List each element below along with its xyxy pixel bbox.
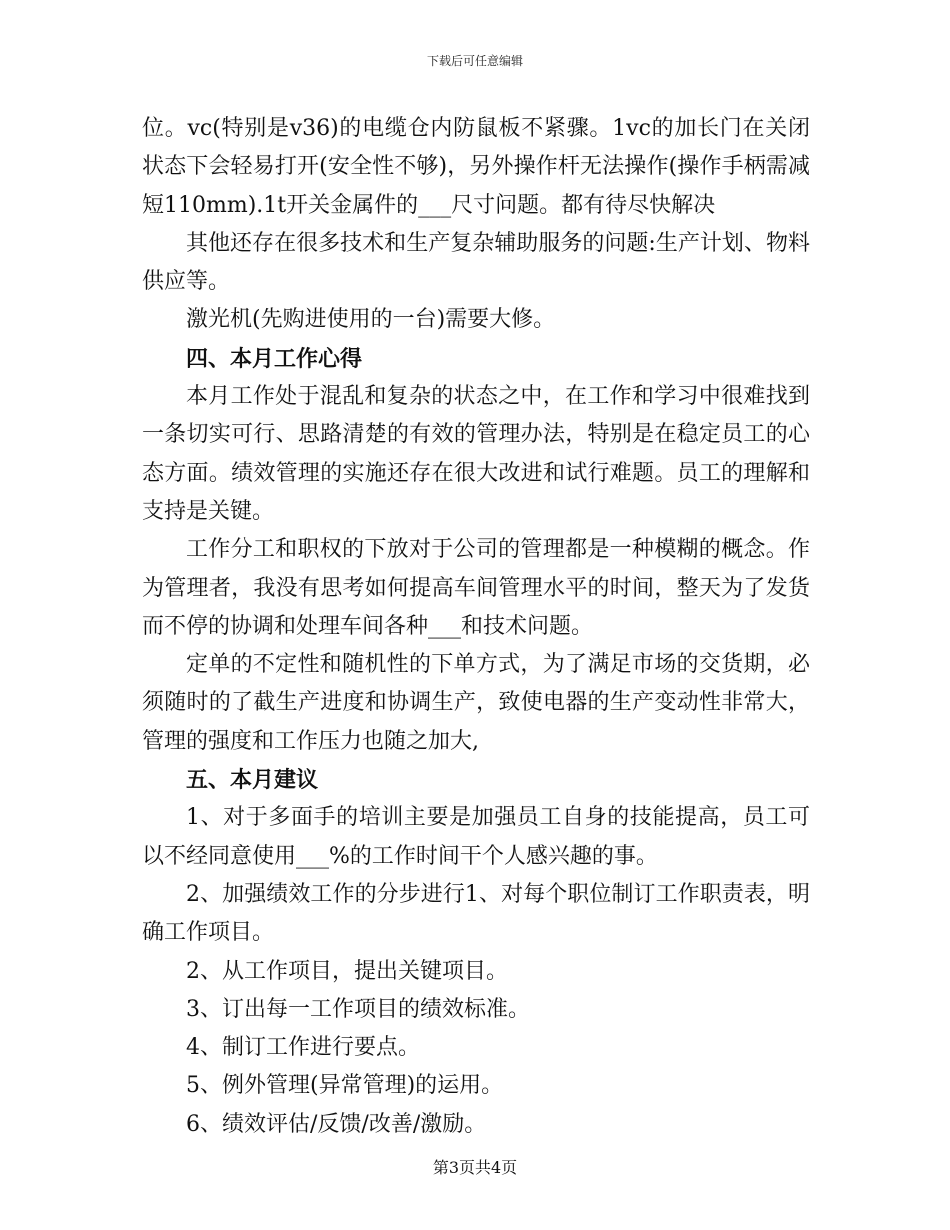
section-heading-4: 四、本月工作心得: [186, 345, 363, 372]
paragraph: 定单的不定性和随机性的下单方式，为了满足市场的交货期，必须随时的了截生产进度和协调生产，致使电器的生产变动性非常大，管理的强度和工作压力也随之加大,: [142, 652, 810, 754]
list-item: 5、例外管理(异常管理)的运用。: [186, 1073, 504, 1099]
section-heading-5: 五、本月建议: [186, 767, 319, 794]
paragraph: 本月工作处于混乱和复杂的状态之中，在工作和学习中很难找到一条切实可行、思路清楚的有效的管理办法，特别是在稳定员工的心态方面。绩效管理的实施还存在很大改进和试行难题。员工的理解和支持是关键。: [142, 384, 810, 524]
list-item: 1、对于多面手的培训主要是加强员工自身的技能提高，员工可以不经同意使用___%的工作时间干个人感兴趣的事。: [142, 805, 810, 869]
paragraph-continuation: 位。vc(特别是v36)的电缆仓内防鼠板不紧骤。1vc的加长门在关闭状态下会轻易打开(安全性不够)，另外操作杆无法操作(操作手柄需减短110mm).1t开关金属件的___尺寸问题。都有待尽快解决: [142, 116, 810, 218]
list-item: 4、制订工作进行要点。: [186, 1035, 420, 1061]
paragraph: 激光机(先购进使用的一台)需要大修。: [186, 307, 556, 333]
paragraph: 其他还存在很多技术和生产复杂辅助服务的问题:生产计划、物料供应等。: [142, 230, 810, 295]
document-body: [142, 110, 810, 1144]
page-header: 下载后可任意编辑: [426, 54, 523, 68]
list-item: 6、绩效评估/反馈/改善/激励。: [186, 1111, 487, 1137]
page-footer: 第3页共4页: [432, 1158, 518, 1177]
paragraph: 工作分工和职权的下放对于公司的管理都是一种模糊的概念。作为管理者，我没有思考如何提高车间管理水平的时间，整天为了发货而不停的协调和处理车间各种___和技术问题。: [142, 537, 810, 639]
list-item: 2、加强绩效工作的分步进行1、对每个职位制订工作职责表，明确工作项目。: [142, 881, 810, 946]
list-item: 2、从工作项目，提出关键项目。: [186, 958, 508, 984]
list-item: 3、订出每一工作项目的绩效标准。: [186, 996, 530, 1022]
